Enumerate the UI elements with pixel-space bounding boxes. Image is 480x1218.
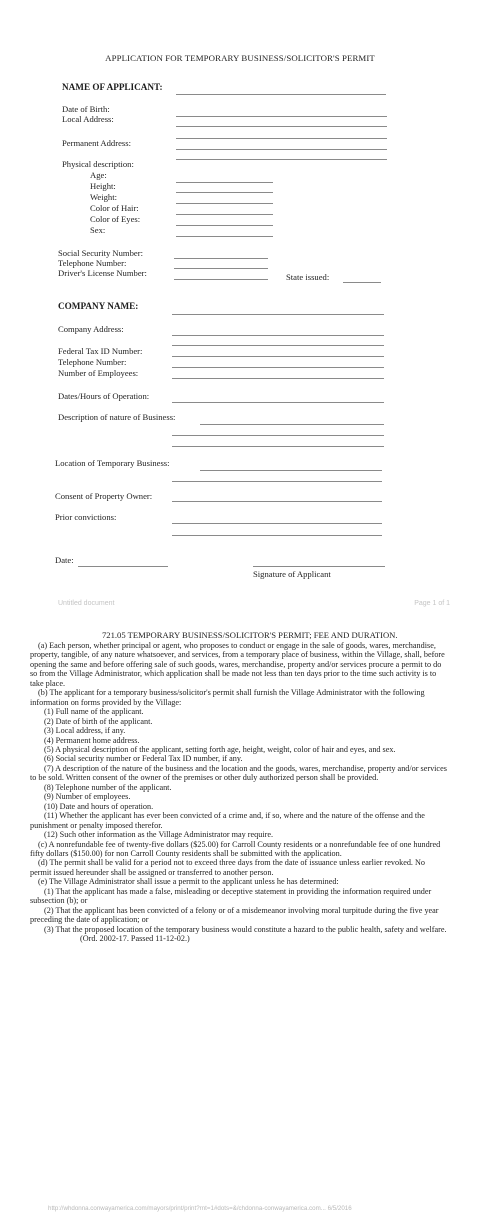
date-label: Date: <box>55 555 74 565</box>
sex-line <box>176 236 273 237</box>
ordinance-para-d: (d) The permit shall be valid for a period not to exceed three days from the date of issuance unless earlier revoked. No permit issued hereunder shall be assigned or transferred to another person. <box>30 858 426 877</box>
telephone-label: Telephone Number: <box>58 258 127 268</box>
ordinance-para-a: (a) Each person, whether principal or agent, who proposes to conduct or engage in the sale of goods, wares, merchandise, property, tangible, of any nature whatsoever, and services, from a temporary place of business, within the Village, shall, before opening the same and before offering sale of such goods, wares, merchandise, property and/or services procure a permit to do so from the Village Administrator, which application shall be made not less than ten days prior to the time such activity is to take place. <box>30 641 445 688</box>
ordinance-item-e2: (2) That the applicant has been convicted of a felony or of a misdemeanor involving moral turpitude during the five year preceding the date of application; or <box>30 905 439 925</box>
date-line <box>78 566 168 567</box>
ssn-label: Social Security Number: <box>58 248 143 258</box>
number-of-employees-line <box>172 378 384 379</box>
signature-line <box>253 566 385 567</box>
ordinance-item-b1: (1) Full name of the applicant. <box>44 707 144 717</box>
state-issued-line <box>343 282 381 283</box>
local-address-line <box>176 126 387 127</box>
telephone-line <box>174 268 268 269</box>
print-header-left: Untitled document <box>58 600 115 607</box>
ordinance-item-b10: (10) Date and hours of operation. <box>44 801 154 811</box>
color-of-hair-line <box>176 214 273 215</box>
location-line-2 <box>172 481 382 482</box>
form-title: APPLICATION FOR TEMPORARY BUSINESS/SOLICITOR'S PERMIT <box>105 53 375 63</box>
sex-label: Sex: <box>90 225 106 235</box>
name-of-applicant-line <box>176 94 386 95</box>
location-label: Location of Temporary Business: <box>55 458 170 468</box>
drivers-license-line <box>174 279 268 280</box>
ordinance-item-b3: (3) Local address, if any. <box>44 726 126 736</box>
number-of-employees-label: Number of Employees: <box>58 368 139 378</box>
ordinance-item-b5: (5) A physical description of the applicant, setting forth age, height, weight, color of hair and eyes, and sex. <box>44 744 396 754</box>
ssn-line <box>174 258 268 259</box>
federal-tax-id-line <box>172 356 384 357</box>
federal-tax-id-label: Federal Tax ID Number: <box>58 346 143 356</box>
height-line <box>176 192 273 193</box>
physical-description-label: Physical description: <box>62 159 134 169</box>
ordinance-item-b12: (12) Such other information as the Village Administrator may require. <box>44 830 274 840</box>
age-label: Age: <box>90 170 107 180</box>
age-line <box>176 182 273 183</box>
company-address-line-1 <box>172 335 384 336</box>
state-issued-label: State issued: <box>286 272 330 282</box>
print-footer-url: http://whdonna.conwayamerica.com/mayors/print/print?rnt=1#dots=&/chdonna-conwayamerica.com... 6/5/2016 <box>48 1205 352 1212</box>
ordinance-item-b2: (2) Date of birth of the applicant. <box>44 716 153 726</box>
print-header-right: Page 1 of 1 <box>414 600 450 607</box>
dates-hours-label: Dates/Hours of Operation: <box>58 391 150 401</box>
drivers-license-label: Driver's License Number: <box>58 268 147 278</box>
prior-convictions-line-2 <box>172 535 382 536</box>
color-of-eyes-label: Color of Eyes: <box>90 214 141 224</box>
ordinance-para-e: (e) The Village Administrator shall issue a permit to the applicant unless he has determined: <box>38 877 339 887</box>
ordinance-item-b8: (8) Telephone number of the applicant. <box>44 782 172 792</box>
ordinance-citation: (Ord. 2002-17. Passed 11-12-02.) <box>80 934 190 944</box>
company-name-label: COMPANY NAME: <box>58 301 139 311</box>
company-name-line <box>172 314 384 315</box>
nature-of-business-label: Description of nature of Business: <box>58 412 176 422</box>
ordinance-para-b: (b) The applicant for a temporary business/solicitor's permit shall furnish the Village Administrator with the following information on forms provided by the Village: <box>30 688 425 707</box>
consent-label: Consent of Property Owner: <box>55 491 153 501</box>
local-address-label: Local Address: <box>62 114 114 124</box>
ordinance-item-b9: (9) Number of employees. <box>44 792 131 802</box>
permanent-address-line-1 <box>176 138 387 139</box>
dates-hours-line <box>172 402 384 403</box>
location-line-1 <box>200 470 382 471</box>
color-of-hair-label: Color of Hair: <box>90 203 139 213</box>
ordinance-item-e3: (3) That the proposed location of the temporary business would constitute a hazard to the public health, safety and welfare. <box>44 924 447 934</box>
weight-label: Weight: <box>90 192 117 202</box>
permanent-address-line-2 <box>176 149 387 150</box>
date-of-birth-label: Date of Birth: <box>62 104 110 114</box>
date-of-birth-line <box>176 116 387 117</box>
nature-of-business-line-1 <box>200 424 384 425</box>
ordinance-item-b6: (6) Social security number or Federal Tax ID number, if any. <box>44 754 243 764</box>
ordinance-item-b7: (7) A description of the nature of the business and the location and the goods, wares, merchandise, property and/or services to be sold. Written consent of the owner of the premises or other duly authorized person shall be provided. <box>30 763 447 783</box>
ordinance-text <box>30 630 448 944</box>
ordinance-item-b11: (11) Whether the applicant has ever been convicted of a crime and, if so, where and the nature of the offense and the punishment or penalty imposed therefor. <box>30 811 425 830</box>
nature-of-business-line-2 <box>172 435 384 436</box>
consent-line <box>172 501 382 502</box>
ordinance-heading: 721.05 TEMPORARY BUSINESS/SOLICITOR'S PERMIT; FEE AND DURATION. <box>102 630 398 640</box>
company-address-label: Company Address: <box>58 324 124 334</box>
name-of-applicant-label: NAME OF APPLICANT: <box>62 82 163 92</box>
color-of-eyes-line <box>176 225 273 226</box>
permanent-address-label: Permanent Address: <box>62 138 131 148</box>
height-label: Height: <box>90 181 116 191</box>
ordinance-para-c: (c) A nonrefundable fee of twenty-five dollars ($25.00) for Carroll County residents or a nonrefundable fee of one hundred fifty dollars ($150.00) for non Carroll County residents shall be submitted with the application. <box>30 839 441 858</box>
prior-convictions-label: Prior convictions: <box>55 512 117 522</box>
company-address-line-2 <box>172 345 384 346</box>
weight-line <box>176 203 273 204</box>
signature-label: Signature of Applicant <box>253 569 331 579</box>
company-telephone-label: Telephone Number: <box>58 357 127 367</box>
company-telephone-line <box>172 367 384 368</box>
permanent-address-line-3 <box>176 159 387 160</box>
ordinance-item-e1: (1) That the applicant has made a false, misleading or deceptive statement in providing the information required under subsection (b); or <box>30 886 432 906</box>
prior-convictions-line-1 <box>172 523 382 524</box>
ordinance-item-b4: (4) Permanent home address. <box>44 735 140 745</box>
nature-of-business-line-3 <box>172 446 384 447</box>
